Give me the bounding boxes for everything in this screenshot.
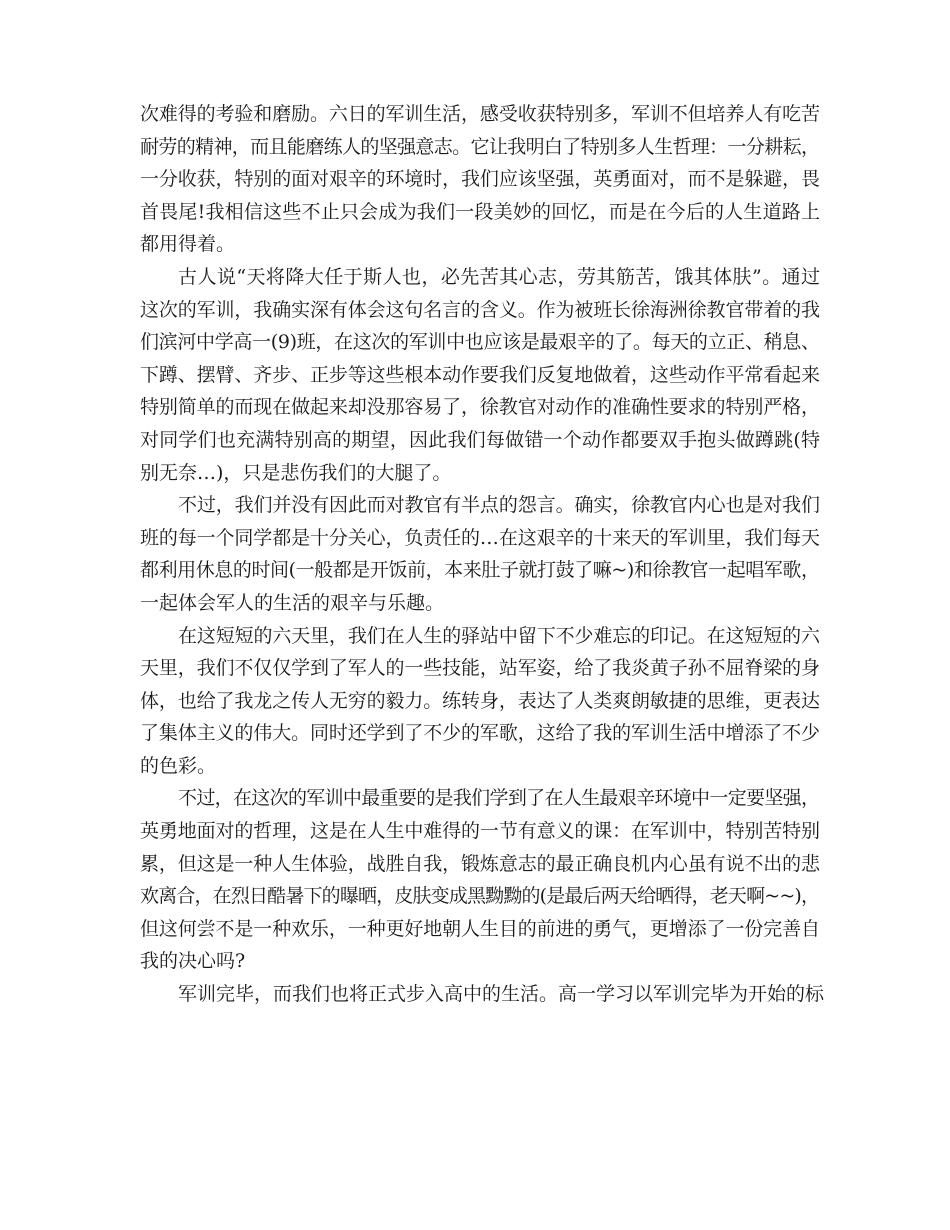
- paragraph-line: 一分收获，特别的面对艰辛的环境时，我们应该坚强，英勇面对，而不是躲避，畏: [140, 168, 820, 191]
- paragraph: [140, 98, 820, 261]
- document-body: [140, 98, 825, 1011]
- paragraph-line: 们滨河中学高一(9)班，在这次的军训中也应该是最艰辛的了。每天的立正、稍息、: [140, 331, 820, 354]
- paragraph-line: 都用得着。: [140, 233, 236, 256]
- paragraph-line: 英勇地面对的哲理，这是在人生中难得的一节有意义的课：在军训中，特别苦特别: [140, 820, 820, 843]
- paragraph-line: 军训完毕，而我们也将正式步入高中的生活。高一学习以军训完毕为开始的标: [178, 983, 825, 1006]
- paragraph-line: 了集体主义的伟大。同时还学到了不少的军歌，这给了我的军训生活中增添了不少: [140, 722, 820, 745]
- paragraph-line: 特别简单的而现在做起来却没那容易了，徐教官对动作的准确性要求的特别严格，: [140, 396, 820, 419]
- paragraph-line: 耐劳的精神，而且能磨练人的坚强意志。它让我明白了特别多人生哲理：一分耕耘，: [140, 135, 820, 158]
- paragraph: [140, 261, 820, 489]
- paragraph: [140, 489, 820, 619]
- paragraph-line: 的色彩。: [140, 754, 217, 777]
- paragraph-line: 别无奈…)，只是悲伤我们的大腿了。: [140, 461, 452, 484]
- paragraph: [140, 978, 825, 1011]
- paragraph-line: 累，但这是一种人生体验，战胜自我，锻炼意志的最正确良机内心虽有说不出的悲: [140, 852, 820, 875]
- paragraph: [140, 620, 820, 783]
- paragraph-line: 不过，我们并没有因此而对教官有半点的怨言。确实，徐教官内心也是对我们: [178, 494, 820, 517]
- paragraph-line: 天里，我们不仅仅学到了军人的一些技能，站军姿，给了我炎黄子孙不屈脊梁的身: [140, 657, 820, 680]
- paragraph-line: 我的决心吗?: [140, 950, 246, 973]
- paragraph-line: 下蹲、摆臂、齐步、正步等这些根本动作要我们反复地做着，这些动作平常看起来: [140, 363, 820, 386]
- paragraph-line: 对同学们也充满特别高的期望，因此我们每做错一个动作都要双手抱头做蹲跳(特: [140, 428, 821, 451]
- paragraph: [140, 782, 820, 978]
- paragraph-line: 这次的军训，我确实深有体会这句名言的含义。作为被班长徐海洲徐教官带着的我: [140, 298, 820, 321]
- paragraph-line: 一起体会军人的生活的艰辛与乐趣。: [140, 591, 445, 614]
- paragraph-line: 但这何尝不是一种欢乐，一种更好地朝人生目的前进的勇气，更增添了一份完善自: [140, 917, 820, 940]
- paragraph-line: 古人说“天将降大任于斯人也，必先苦其心志，劳其筋苦，饿其体肤”。通过: [178, 265, 821, 288]
- paragraph-line: 首畏尾!我相信这些不止只会成为我们一段美妙的回忆，而是在今后的人生道路上: [140, 200, 821, 223]
- paragraph-line: 体，也给了我龙之传人无穷的毅力。练转身，表达了人类爽朗敏捷的思维，更表达: [140, 689, 820, 712]
- paragraph-line: 都利用休息的时间(一般都是开饭前，本来肚子就打鼓了嘛~)和徐教官一起唱军歌，: [140, 559, 820, 582]
- paragraph-line: 班的每一个同学都是十分关心，负责任的…在这艰辛的十来天的军训里，我们每天: [140, 526, 820, 549]
- paragraph-line: 不过，在这次的军训中最重要的是我们学到了在人生最艰辛环境中一定要坚强，: [178, 787, 820, 810]
- paragraph-line: 在这短短的六天里，我们在人生的驿站中留下不少难忘的印记。在这短短的六: [178, 624, 820, 647]
- paragraph-line: 欢离合，在烈日酷暑下的曝晒，皮肤变成黑黝黝的(是最后两天给晒得，老天啊~~)，: [140, 885, 820, 908]
- paragraph-line: 次难得的考验和磨励。六日的军训生活，感受收获特别多，军训不但培养人有吃苦: [140, 103, 820, 125]
